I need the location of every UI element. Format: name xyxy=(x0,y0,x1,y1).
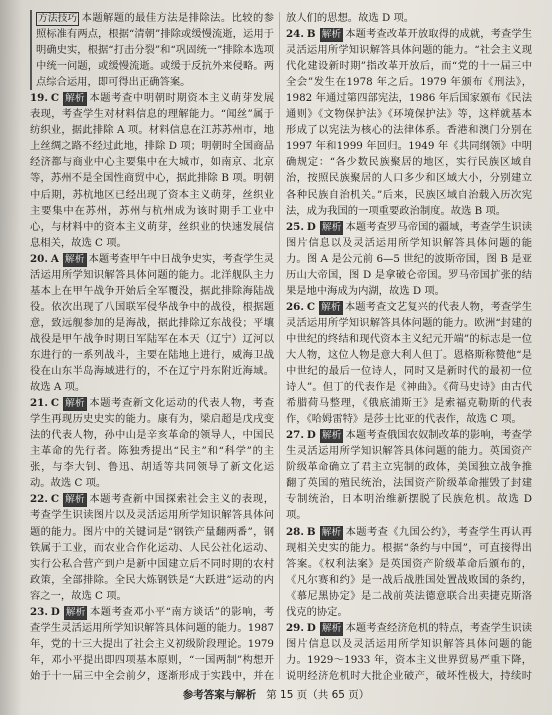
analysis-text: 本题考查甲午中日战争史实，考查学生灵活运用所学知识解答具体问题的能力。北洋舰队主力基本上在甲午战争开始后全军覆没，据此排除海陆战役。依次出现了八国联军侵华战争中的战役，根据题意，致远舰参加的是海战，据此排除辽东战役；平壤战役是甲午战争时期日军陆军在本天（辽宁）辽河以东进行的一系列战斗，主要在陆地上进行，威海卫战役在山东半岛海域进行的，不在辽宁丹东附近海域。故选 A 项。 xyxy=(30,252,274,394)
analysis-tag: 解析 xyxy=(321,301,341,313)
analysis-tag: 解析 xyxy=(64,253,85,265)
right-column xyxy=(286,10,532,681)
answer-letter: C xyxy=(306,300,316,313)
analysis-tag: 解析 xyxy=(321,221,342,233)
question-number: 20. xyxy=(30,252,48,265)
analysis-tag: 解析 xyxy=(321,29,342,41)
column-divider xyxy=(279,12,280,679)
answer-23 xyxy=(30,604,274,681)
left-column xyxy=(30,10,274,681)
analysis-text: 本题考查经济危机的特点，考查学生识读图片信息以及灵活运用所学知识解答具体问题的能力。1929～1933 年，资本主义世界贸易严重下降，说明经济危机时大批企业破产，破坏性极大，持续时 xyxy=(286,621,532,681)
question-number: 21. xyxy=(30,397,48,410)
analysis-tag: 解析 xyxy=(65,606,86,618)
analysis-tag: 解析 xyxy=(321,430,342,442)
answer-21 xyxy=(30,395,274,491)
analysis-text: 本题考查邓小平“南方谈话”的影响，考查学生灵活运用所学知识解答具体问题的能力。1987年，党的十三大提出了社会主义初级阶段理论。1979 年，邓小平提出即四项基本原则，“一国两制”构想开始于十一届三中全会前夕，逐渐形成于实践中，并在 xyxy=(30,605,274,681)
answer-letter: B xyxy=(306,525,316,538)
answer-letter: C xyxy=(50,493,60,506)
page-footer xyxy=(0,687,552,703)
question-number: 29. xyxy=(286,621,304,634)
answer-22 xyxy=(30,491,274,603)
question-number: 22. xyxy=(30,493,48,506)
answer-letter: A xyxy=(50,252,59,265)
answer-letter: D xyxy=(306,429,316,442)
footer-page-number: 第 15 页（共 65 页） xyxy=(266,689,370,701)
page-binding-shadow xyxy=(0,0,22,715)
question-number: 24. xyxy=(286,28,304,41)
analysis-text: 本题考查俄国农奴制改革的影响，考查学生灵活运用所学知识解答具体问题的能力。英国资产阶级革命确立了君主立宪制的政体，美国独立战争推翻了英国的殖民统治，法国资产阶级革命摧毁了封建专制统治，日本明治维新摆脱了民族危机。故选 D 项。 xyxy=(286,429,532,522)
answer-23-continued xyxy=(286,10,532,26)
analysis-text: 本题考查中明朝时期资本主义萌芽发展表现，考查学生对材料信息的理解能力。“闻丝”属于纺织业，据此排除 A 项。材料信息在江苏苏州市，地上丝绸之路不经过此地，排除 D 项；明朝时全国商品经济都与商业中心主要集中在大城市，如南京、北京等，苏州不是全国性商贸中心，据此排除 B 项。明朝中后期，苏杭地区已经出现了资本主义萌芽，丝织业主要集中在苏州，苏州与杭州成为该时期手工业中心，与材料中的资本主义萌芽，丝织业的快速发展信息相关，故选 C 项。 xyxy=(30,92,274,249)
analysis-text: 放人们的思想。故选 D 项。 xyxy=(286,12,415,24)
analysis-tag: 解析 xyxy=(65,93,85,105)
answer-29 xyxy=(286,620,532,681)
answer-19 xyxy=(30,90,274,250)
answer-letter: C xyxy=(50,92,60,105)
answer-letter: C xyxy=(50,397,60,410)
answer-letter: D xyxy=(306,220,316,233)
answer-letter: B xyxy=(306,28,316,41)
answer-25 xyxy=(286,219,532,299)
analysis-tag: 解析 xyxy=(65,398,85,410)
answer-24 xyxy=(286,26,532,219)
analysis-text: 本题考查文艺复兴的代表人物，考查学生灵活运用所学知识解答具体问题的能力。欧洲“封建的中世纪的终结和现代资本主义纪元开端”的标志是一位大人物，这位人物是意大利人但丁。恩格斯称赞他“是中世纪的最后一位诗人，同时又是新时代的最初一位诗人”。但丁的代表作是《神曲》。《荷马史诗》由古代希腊荷马整理，《俄底浦斯王》是索福克勒斯的代表作，《哈姆雷特》是莎士比亚的代表作，故选 C 项。 xyxy=(286,300,532,426)
analysis-text: 本题考查新中国探索社会主义的表现，考查学生识读图片以及灵活运用所学知识解答具体问题的能力。图片中的关键词是“钢铁产量翻两番”，钢铁属于工业，而农业合作化运动、人民公社化运动、实行公私合营产到户是新中国建立后不同时期的农村政策，全部排除。全民大炼钢铁是“大跃进”运动的内容之一，故选 C 项。 xyxy=(30,493,274,602)
answer-26 xyxy=(286,299,532,427)
method-tip-tag: 方法技巧 xyxy=(38,13,78,24)
question-number: 26. xyxy=(286,300,304,313)
footer-title: 参考答案与解析 xyxy=(182,689,257,701)
analysis-text: 本题考查罗马帝国的疆域，考查学生识读图片信息以及灵活运用所学知识解答具体问题的能力。图 A 是公元前 6—5 世纪的波斯帝国，图 B 是亚历山大帝国，图 D 是拿破仑帝国。罗马帝国扩张的结果是地中海成为内湖，故选 D 项。 xyxy=(286,220,532,297)
answer-letter: D xyxy=(306,621,316,634)
method-tip-text: 本题解题的最佳方法是排除法。比较的参照标准有两点，根据“清朝”排除或缓慢流逝，运用于明确史实，根据“打击分裂”和“巩固统一”排除本选项中统一问题，或缓慢流逝。或缓于反抗外来侵略。两点综合运用，即可得出正确答案。 xyxy=(36,12,274,89)
question-number: 28. xyxy=(286,525,304,538)
method-tip xyxy=(30,10,274,90)
analysis-text: 本题考查改革开放取得的成就，考查学生灵活运用所学知识解答具体问题的能力。“社会主义现代化建设新时期”指改革开放后，而“党的十一届三中全会”发生在1978 年之后。1979 年颁布《刑法》，1982 年通过第四部宪法，1986 年后国家颁布《民法通则》《文物保护法》《环境保护法》等，这样就基本形成了以宪法为核心的法律体系。香港和澳门分别在1997 年和1999 年回归。1949 年《共同纲领》中明确规定：“各少数民族聚居的地区，实行民族区域自治，按照民族聚居的人口多少和区域大小，分别建立各种民族自治机关。”后来，民族区域自治载入历次宪法，成为我国的一项重要政治制度。故选 B 项。 xyxy=(286,28,532,217)
question-number: 25. xyxy=(286,220,304,233)
analysis-text: 本题考查《九国公约》，考查学生再认再现相关史实的能力。根据“条约与中国”，可直接得出答案。《权利法案》是英国资产阶级革命后颁布的，《凡尔赛和约》是一战后战胜国处置战败国的条约，《慕尼黑协定》是二战前英法德意联合出卖捷克斯洛伐克的协定。 xyxy=(286,525,532,618)
question-number: 19. xyxy=(30,92,48,105)
question-number: 23. xyxy=(30,605,48,618)
answer-28 xyxy=(286,524,532,620)
analysis-text: 本题考查新文化运动的代表人物，考查学生再现历史史实的能力。康有为，梁启超是戊戌变法的代表人物，孙中山是辛亥革命的领导人，中国民主革命的先行者。陈独秀提出“民主”和“科学”的主张，与李大钊、鲁迅、胡适等共同领导了新文化运动。故选 C 项。 xyxy=(30,397,274,490)
analysis-tag: 解析 xyxy=(321,622,342,634)
analysis-tag: 解析 xyxy=(65,494,85,506)
analysis-tag: 解析 xyxy=(321,526,342,538)
question-number: 27. xyxy=(286,429,304,442)
answer-27 xyxy=(286,427,532,523)
answer-letter: D xyxy=(50,605,60,618)
answer-20 xyxy=(30,251,274,395)
